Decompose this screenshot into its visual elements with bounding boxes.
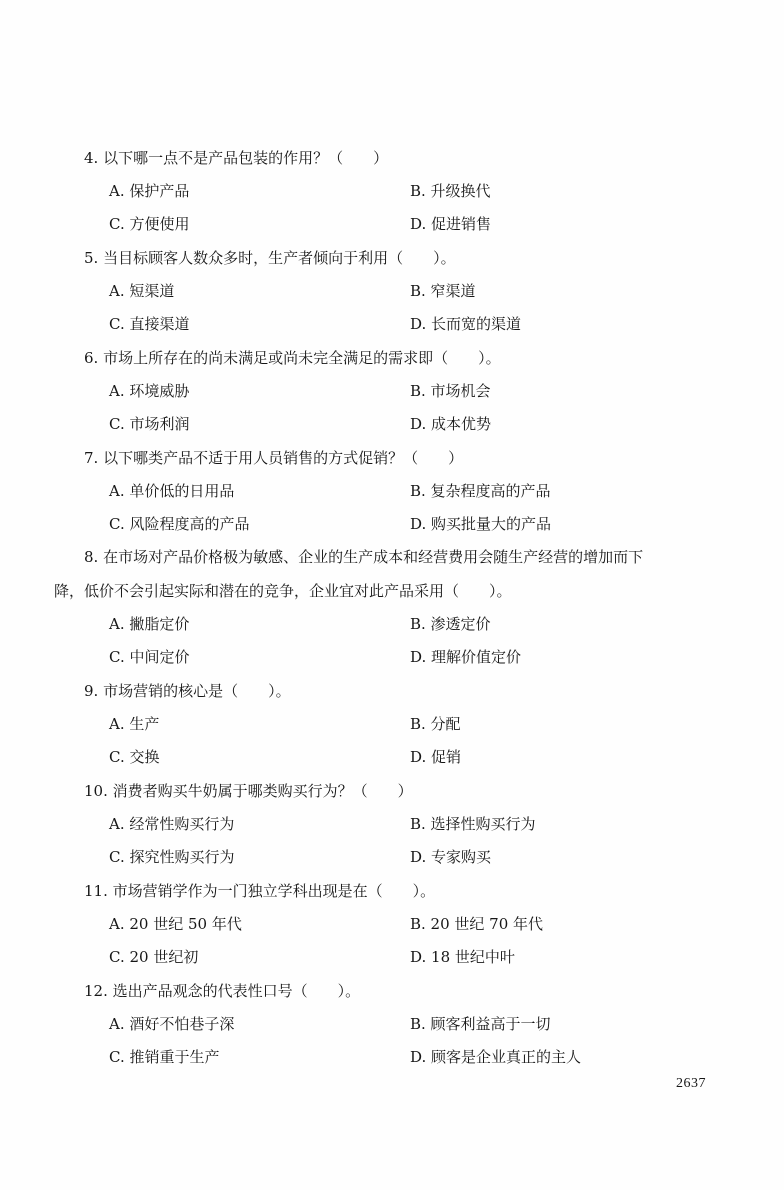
question-4-option-b: B. 升级换代: [410, 182, 491, 200]
question-12-stem: 12. 选出产品观念的代表性口号（ ）。: [84, 982, 361, 1000]
question-4-option-c: C. 方便使用: [109, 215, 190, 233]
question-10-option-c: C. 探究性购买行为: [109, 848, 235, 866]
question-11-option-a: A. 20 世纪 50 年代: [109, 915, 242, 933]
question-10-option-a: A. 经常性购买行为: [109, 815, 235, 833]
question-8-option-d: D. 理解价值定价: [410, 648, 522, 666]
question-9-stem: 9. 市场营销的核心是（ ）。: [84, 682, 291, 700]
question-5-option-a: A. 短渠道: [109, 282, 175, 300]
question-7-option-a: A. 单价低的日用品: [109, 482, 235, 500]
question-12-option-c: C. 推销重于生产: [109, 1048, 220, 1066]
question-12-option-d: D. 顾客是企业真正的主人: [410, 1048, 582, 1066]
question-8-stem-line-1: 8. 在市场对产品价格极为敏感、企业的生产成本和经营费用会随生产经营的增加而下: [84, 548, 644, 566]
question-8-stem-line-2: 降，低价不会引起实际和潜在的竞争，企业宜对此产品采用（ ）。: [54, 582, 512, 600]
question-5-option-c: C. 直接渠道: [109, 315, 190, 333]
question-6-option-b: B. 市场机会: [410, 382, 491, 400]
question-12-option-a: A. 酒好不怕巷子深: [109, 1015, 235, 1033]
question-7-option-c: C. 风险程度高的产品: [109, 515, 250, 533]
question-11-option-b: B. 20 世纪 70 年代: [410, 915, 544, 933]
page-number: 2637: [676, 1076, 706, 1091]
question-6-option-d: D. 成本优势: [410, 415, 492, 433]
question-10-stem: 10. 消费者购买牛奶属于哪类购买行为？（ ）: [84, 782, 413, 800]
question-4-stem: 4. 以下哪一点不是产品包装的作用？（ ）: [84, 149, 389, 167]
question-5-option-b: B. 窄渠道: [410, 282, 476, 300]
question-6-option-a: A. 环境威胁: [109, 382, 190, 400]
question-7-option-d: D. 购买批量大的产品: [410, 515, 552, 533]
question-5-option-d: D. 长而宽的渠道: [410, 315, 522, 333]
question-9-option-a: A. 生产: [109, 715, 160, 733]
question-4-option-a: A. 保护产品: [109, 182, 190, 200]
question-11-option-d: D. 18 世纪中叶: [410, 948, 515, 966]
question-11-stem: 11. 市场营销学作为一门独立学科出现是在（ ）。: [84, 882, 436, 900]
question-7-option-b: B. 复杂程度高的产品: [410, 482, 551, 500]
question-6-stem: 6. 市场上所存在的尚未满足或尚未完全满足的需求即（ ）。: [84, 349, 501, 367]
question-8-option-c: C. 中间定价: [109, 648, 190, 666]
question-8-option-a: A. 撇脂定价: [109, 615, 190, 633]
question-9-option-b: B. 分配: [410, 715, 461, 733]
question-8-option-b: B. 渗透定价: [410, 615, 491, 633]
question-5-stem: 5. 当目标顾客人数众多时，生产者倾向于利用（ ）。: [84, 249, 456, 267]
question-9-option-d: D. 促销: [410, 748, 462, 766]
question-7-stem: 7. 以下哪类产品不适于用人员销售的方式促销？（ ）: [84, 449, 464, 467]
question-9-option-c: C. 交换: [109, 748, 160, 766]
question-11-option-c: C. 20 世纪初: [109, 948, 199, 966]
question-4-option-d: D. 促进销售: [410, 215, 492, 233]
question-10-option-d: D. 专家购买: [410, 848, 492, 866]
question-6-option-c: C. 市场利润: [109, 415, 190, 433]
question-10-option-b: B. 选择性购买行为: [410, 815, 536, 833]
question-12-option-b: B. 顾客利益高于一切: [410, 1015, 551, 1033]
